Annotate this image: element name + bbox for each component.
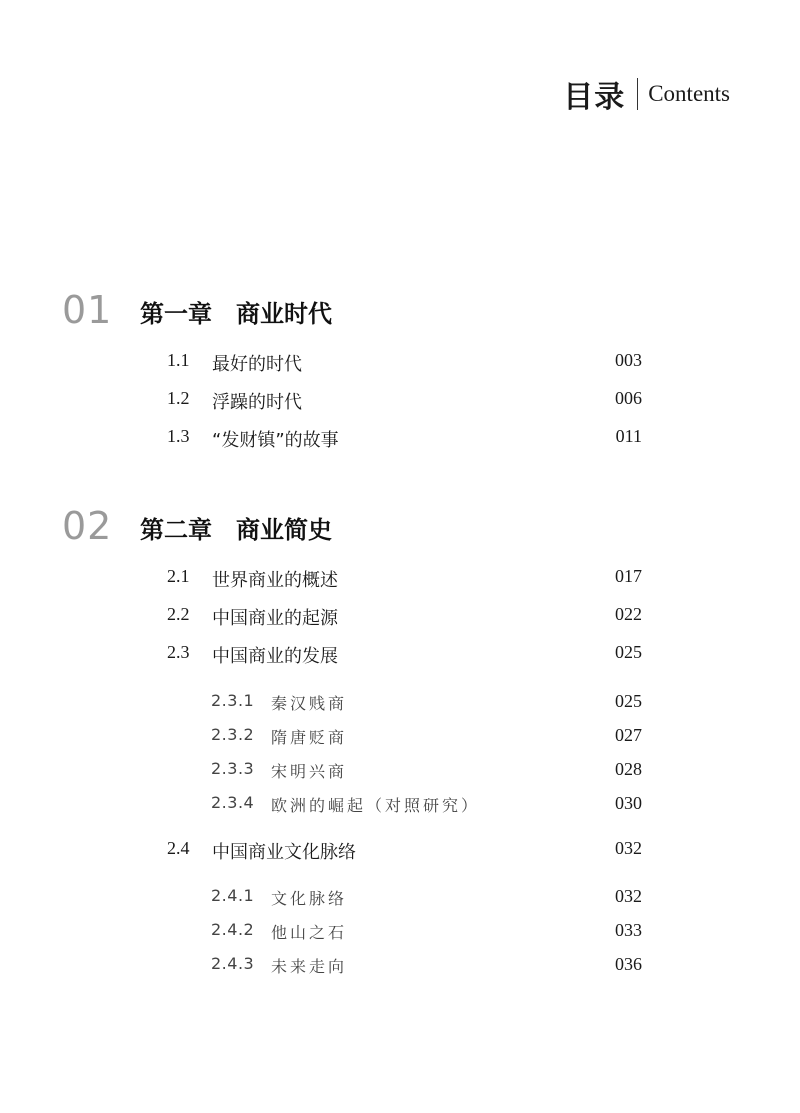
section-number: 1.2 bbox=[167, 388, 190, 408]
toc-entry-1-1[interactable] bbox=[62, 350, 642, 376]
page-number: 006 bbox=[615, 388, 642, 408]
page-number: 028 bbox=[615, 759, 642, 779]
page-number: 003 bbox=[615, 350, 642, 370]
toc-header bbox=[563, 72, 730, 116]
subsection-number: 2.3.1 bbox=[211, 691, 255, 710]
section-number: 2.4 bbox=[167, 838, 190, 858]
section-number: 2.1 bbox=[167, 566, 190, 586]
chapter-heading[interactable] bbox=[62, 288, 682, 336]
toc-entry-1-3[interactable] bbox=[62, 426, 642, 452]
subsection-title: 文化脉络 bbox=[271, 889, 348, 908]
subsection-title: 欧洲的崛起（对照研究） bbox=[271, 796, 481, 815]
page-number: 033 bbox=[615, 920, 642, 940]
header-divider bbox=[637, 78, 638, 110]
section-title: 最好的时代 bbox=[212, 354, 302, 375]
page-number: 027 bbox=[615, 725, 642, 745]
toc-entry-2-4[interactable] bbox=[62, 838, 642, 864]
toc-entry-2-3-4[interactable] bbox=[62, 793, 642, 819]
section-title: “发财镇”的故事 bbox=[212, 430, 339, 451]
chapter-number: 02 bbox=[62, 504, 113, 548]
subsection-number: 2.4.3 bbox=[211, 954, 255, 973]
section-title: 中国商业文化脉络 bbox=[212, 842, 356, 863]
toc-title-zh: 目录 bbox=[563, 80, 626, 115]
section-number: 1.1 bbox=[167, 350, 190, 370]
subsection-title: 秦汉贱商 bbox=[271, 694, 348, 713]
section-number: 1.3 bbox=[167, 426, 190, 446]
page-number: 036 bbox=[615, 954, 642, 974]
subsection-title: 宋明兴商 bbox=[271, 762, 348, 781]
subsection-number: 2.3.3 bbox=[211, 759, 255, 778]
section-number: 2.3 bbox=[167, 642, 190, 662]
subsection-number: 2.3.4 bbox=[211, 793, 255, 812]
page-number: 025 bbox=[615, 642, 642, 662]
chapter-1 bbox=[62, 288, 682, 451]
subsection-number: 2.4.1 bbox=[211, 886, 255, 905]
subsection-number: 2.3.2 bbox=[211, 725, 255, 744]
page-number: 030 bbox=[615, 793, 642, 813]
toc-entry-2-4-3[interactable] bbox=[62, 954, 642, 980]
chapter-number: 01 bbox=[62, 288, 113, 332]
toc-entry-2-2[interactable] bbox=[62, 604, 642, 630]
toc-entry-2-4-2[interactable] bbox=[62, 920, 642, 946]
section-title: 中国商业的起源 bbox=[212, 608, 338, 629]
section-title: 中国商业的发展 bbox=[212, 646, 338, 667]
toc-entry-2-3-1[interactable] bbox=[62, 691, 642, 717]
toc-entry-2-4-1[interactable] bbox=[62, 886, 642, 912]
toc-entry-2-1[interactable] bbox=[62, 566, 642, 592]
subsection-title: 隋唐贬商 bbox=[271, 728, 348, 747]
toc-entry-2-3[interactable] bbox=[62, 642, 642, 668]
chapter-2 bbox=[62, 504, 682, 976]
page-number: 032 bbox=[615, 886, 642, 906]
chapter-title: 第一章 商业时代 bbox=[140, 300, 332, 328]
chapter-heading[interactable] bbox=[62, 504, 682, 552]
subsection-number: 2.4.2 bbox=[211, 920, 255, 939]
section-number: 2.2 bbox=[167, 604, 190, 624]
page-number: 025 bbox=[615, 691, 642, 711]
page-number: 022 bbox=[615, 604, 642, 624]
toc-entry-1-2[interactable] bbox=[62, 388, 642, 414]
page-number: 032 bbox=[615, 838, 642, 858]
page-number: 011 bbox=[615, 426, 642, 446]
subsection-title: 他山之石 bbox=[271, 923, 348, 942]
subsection-title: 未来走向 bbox=[271, 957, 348, 976]
page-number: 017 bbox=[615, 566, 642, 586]
toc-entry-2-3-3[interactable] bbox=[62, 759, 642, 785]
toc-title-en: Contents bbox=[648, 81, 730, 106]
chapter-title: 第二章 商业简史 bbox=[140, 516, 332, 544]
section-title: 浮躁的时代 bbox=[212, 392, 302, 413]
section-title: 世界商业的概述 bbox=[212, 570, 338, 591]
toc-entry-2-3-2[interactable] bbox=[62, 725, 642, 751]
